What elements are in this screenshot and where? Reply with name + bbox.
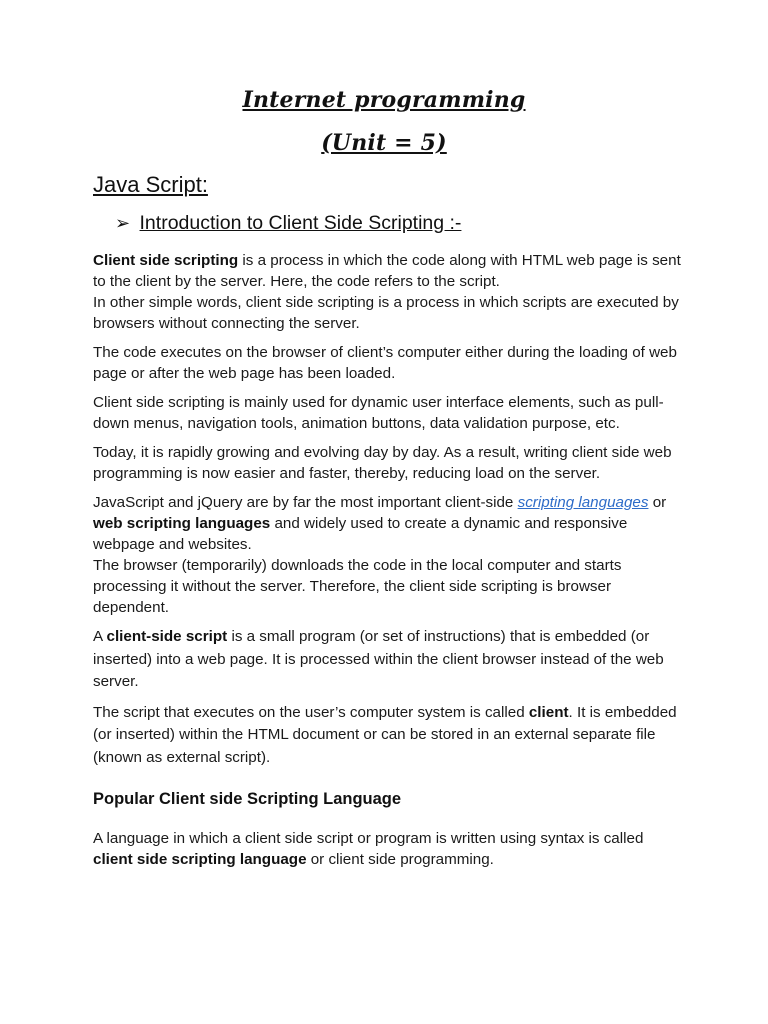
paragraph-8 xyxy=(93,828,683,870)
paragraph-1 xyxy=(93,250,683,334)
arrow-bullet-icon: ➢ xyxy=(115,213,131,233)
paragraph-1-line2: In other simple words, client side scripting is a process in which scripts are executed by browsers without connecting the server. xyxy=(93,294,679,332)
paragraph-6-post: is a small program (or set of instructions) that is embedded (or inserted) into a web page. It is processed within the client browser instead of the web server. xyxy=(93,628,664,690)
paragraph-5-mid: or xyxy=(648,494,667,511)
paragraph-5-post: and widely used to create a dynamic and responsive webpage and websites. xyxy=(93,515,628,553)
paragraph-7-bold: client xyxy=(528,703,569,721)
paragraph-5-line2: The browser (temporarily) downloads the code in the local computer and starts processing it without the server. Therefore, the client side scripting is browser dependent. xyxy=(93,557,622,616)
document-body xyxy=(93,250,683,878)
paragraph-6-pre: A xyxy=(93,628,107,645)
paragraph-7-pre: The script that executes on the user’s computer system is called xyxy=(93,703,529,721)
scripting-languages-link[interactable]: scripting languages xyxy=(517,494,649,511)
paragraph-8-bold: client side scripting language xyxy=(93,851,307,868)
paragraph-1-text: is a process in which the code along with HTML web page is sent to the client by the server. Here, the code refers to the script. xyxy=(93,252,681,290)
paragraph-3: Client side scripting is mainly used for dynamic user interface elements, such as pull-down menus, navigation tools, animation buttons, data validation purpose, etc. xyxy=(93,394,664,432)
document-title: Internet programming xyxy=(242,87,526,113)
bullet-heading: Introduction to Client Side Scripting :- xyxy=(139,212,462,234)
section-heading: Java Script: xyxy=(93,172,208,197)
paragraph-5 xyxy=(93,492,683,618)
paragraph-6-bold: client-side script xyxy=(106,628,228,645)
paragraph-7-post: . It is embedded (or inserted) within the HTML document or can be stored in an external separate file (known as external script). xyxy=(93,703,677,766)
paragraph-7 xyxy=(93,702,683,770)
paragraph-1-bold: Client side scripting xyxy=(93,252,239,269)
paragraph-6 xyxy=(93,626,683,694)
popular-languages-heading: Popular Client side Scripting Language xyxy=(93,790,402,808)
paragraph-8-pre: A language in which a client side script or program is written using syntax is called xyxy=(93,830,644,847)
paragraph-5-bold: web scripting languages xyxy=(93,515,271,532)
paragraph-8-post: or client side programming. xyxy=(306,851,494,868)
paragraph-2: The code executes on the browser of client’s computer either during the loading of web page or after the web page has been loaded. xyxy=(93,344,677,382)
paragraph-5-pre: JavaScript and jQuery are by far the most important client-side xyxy=(93,494,518,511)
document-unit-title: (Unit = 5) xyxy=(321,130,447,156)
bullet-heading-row xyxy=(115,212,461,235)
paragraph-4: Today, it is rapidly growing and evolving day by day. As a result, writing client side web programming is now easier and faster, thereby, reducing load on the server. xyxy=(93,444,672,482)
